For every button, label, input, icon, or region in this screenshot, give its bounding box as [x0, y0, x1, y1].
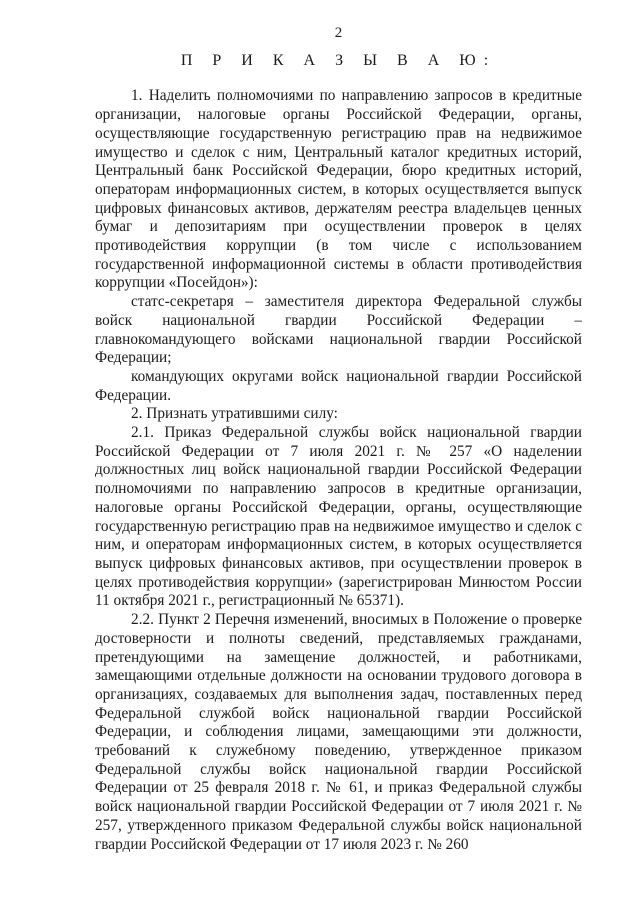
paragraph-2: 2. Признать утратившими силу: — [131, 405, 338, 423]
paragraph-1: 1. Наделить полномочиями по направлению запросов в кредитные организации, налоговые органы Российской Федерации, органы, осуществляющие государственную регистрацию прав на недвижимое имущество и сделок с ним, Центральный каталог кредитных историй, Центральный банк Российской Федерации, бюро кредитных историй, операторам информационных систем, в которых осуществляется выпуск цифровых финансовых активов, держателям реестра владельцев ценных бумаг и депозитариям при осуществлении проверок в целях противодействия коррупции (в том числе с использованием государственной информационной системы в области противодействия коррупции «Посейдон»): — [95, 87, 582, 292]
paragraph-district-commanders: командующих округами войск национальной гвардии Российской Федерации. — [95, 367, 582, 404]
paragraph-state-secretary: статс-секретаря – заместителя директора Федеральной службы войск национальной гвардии Российской Федерации – главнокомандующего войсками национальной гвардии Российской Федерации; — [95, 293, 582, 367]
page-number: 2 — [334, 25, 343, 41]
paragraph-2-1: 2.1. Приказ Федеральной службы войск национальной гвардии Российской Федерации от 7 июля 2021 г. № 257 «О наделении должностных лиц войск национальной гвардии Российской Федерации полномочиями по направлению запросов в кредитные организации, налоговые органы Российской Федерации, органы, осуществляющие государственную регистрацию прав на недвижимое имущество и сделок с ним, и операторам информационных систем, в которых осуществляется выпуск цифровых финансовых активов, при осуществлении проверок в целях противодействия коррупции» (зарегистрирован Минюстом России 11 октября 2021 г., регистрационный № 65371). — [95, 424, 582, 610]
order-heading: П Р И К А З Ы В А Ю: — [180, 51, 497, 69]
paragraph-2-2: 2.2. Пункт 2 Перечня изменений, вносимых в Положение о проверке достоверности и полноты сведений, представляемых гражданами, претендующими на замещение должностей, и работниками, замещающими отдельные должности на основании трудового договора в организациях, создаваемых для выполнения задач, поставленных перед Федеральной службой войск национальной гвардии Российской Федерации, и соблюдения лицами, замещающими эти должности, требований к служебному поведению, утвержденное приказом Федеральной службы войск национальной гвардии Российской Федерации от 25 февраля 2018 г. № 61, и приказ Федеральной службы войск национальной гвардии Российской Федерации от 7 июля 2021 г. № 257, утвержденного приказом Федеральной службы войск национальной гвардии Российской Федерации от 17 июля 2023 г. № 260 — [95, 611, 582, 853]
